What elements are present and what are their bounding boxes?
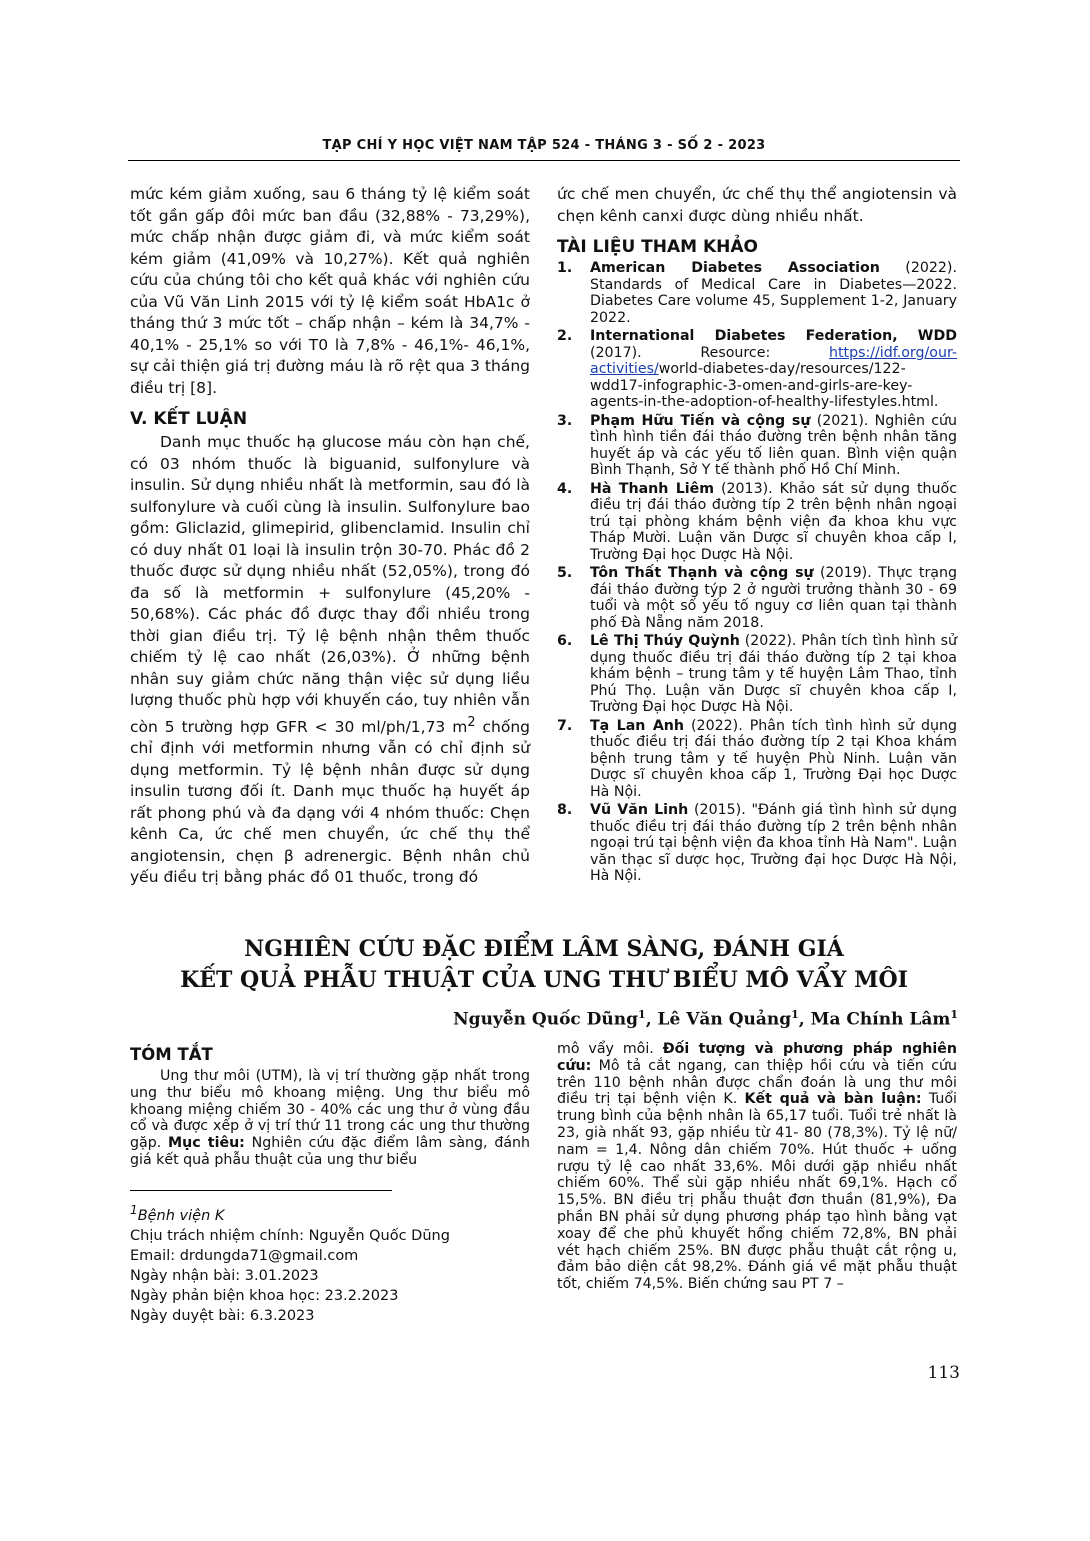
reference-item: 4. Hà Thanh Liêm (2013). Khảo sát sử dụng thuốc điều trị đái tháo đường típ 2 trên bệnh nhân ngoại trú tại phòng khám bệnh viện đa khoa khu vực Tháp Mười. Luận văn Dược sĩ chuyên khoa cấp I, Trường Đại học Dược Hà Nội. xyxy=(557,480,958,563)
article-title-line: NGHIÊN CỨU ĐẶC ĐIỂM LÂM SÀNG, ĐÁNH GIÁ xyxy=(244,936,844,962)
corresponding-author: Chịu trách nhiệm chính: Nguyễn Quốc Dũng xyxy=(130,1227,450,1244)
conclusion-paragraph: Danh mục thuốc hạ glucose máu còn hạn chế, có 03 nhóm thuốc là biguanid, sulfonylure và insulin. Sử dụng nhiều nhất là metformin, sau đó là sulfonylure và cuối cùng là insulin. Sulfonylure bao gồm: Gliclazid, glimepirid, glibenclamid. Insulin chỉ có duy nhất 01 loại là insulin trộn 30-70. Phác đồ 2 thuốc được sử dụng nhiều nhất (52,05%), trong đó đa số là metformin + sulfonylure (45,20% - 50,68%). Các phác đồ được thay đổi nhiều trong thời gian điều trị. Tỷ lệ bệnh nhận thêm thuốc chiếm tỷ lệ cao nhất (26,03%). Ở những bệnh nhân suy giảm chức năng thận việc sử dụng liều lượng thuốc phù hợp với khuyến cáo, tuy nhiên vẫn còn 5 trường hợp GFR < 30 ml/ph/1,73 $m^2$ chống chỉ định với metformin nhưng vẫn có chỉ định sử dụng metformin. Tỷ lệ bệnh nhân được sử dụng insulin tương đối ít. Danh mục thuốc hạ huyết áp rất phong phú và đa dạng với 4 nhóm thuốc: Chẹn kênh Ca, ức chế men chuyển, ức chế thụ thể angiotensin, chẹn β adrenergic. Bệnh nhân chủ yếu điều trị bằng phác đồ 01 thuốc, trong đó xyxy=(130,433,530,887)
footnote-rule xyxy=(130,1190,392,1191)
conclusion-continuation: ức chế men chuyển, ức chế thụ thể angiotensin và chẹn kênh canxi được dùng nhiều nhất. xyxy=(557,185,957,225)
article-title xyxy=(128,934,960,996)
reference-item: 1. American Diabetes Association (2022). Standards of Medical Care in Diabetes—2022. Diabetes Care volume 45, Supplement 1-2, January 2022. xyxy=(557,260,957,326)
results-paragraph: mức kém giảm xuống, sau 6 tháng tỷ lệ kiểm soát tốt gần gấp đôi mức ban đầu (32,88% - 73,29%), mức chấp nhận được giảm đi, và mức kiểm soát kém giảm (41,09% và 10,27%). Kết quả nghiên cứu của chúng tôi cho kết quả khác với nghiên cứu của Vũ Văn Linh 2015 với tỷ lệ kiểm soát HbA1c ở tháng thứ 3 mức tốt – chấp nhận – kém là 34,7% - 40,1% - 25,1% so với T0 là 7,8% - 46,1%- 46,1%, sự cải thiện giá trị đường máu là rõ rệt qua 3 tháng điều trị [8]. xyxy=(130,185,530,397)
received-date: Ngày nhận bài: 3.01.2023 xyxy=(130,1267,319,1284)
affiliation-note: $^1$Bệnh viện K xyxy=(130,1203,225,1224)
page-number: 113 xyxy=(927,1363,960,1383)
header-rule xyxy=(128,160,960,161)
reference-item: 3. Phạm Hữu Tiến và cộng sự (2021). Nghiên cứu tình hình tiền đái tháo đường trên bệnh nhân tăng huyết áp và các yếu tố liên quan. Bình viện quận Bình Thạnh, Sở Y tế thành phố Hồ Chí Minh. xyxy=(557,412,957,478)
article-title-line: KẾT QUẢ PHẪU THUẬT CỦA UNG THƯ BIỂU MÔ VẨY MÔI xyxy=(180,967,908,993)
reviewed-date: Ngày phản biện khoa học: 23.2.2023 xyxy=(130,1287,399,1304)
reference-link[interactable]: https://idf.org/our-activities/ xyxy=(590,344,957,377)
summary-text-continued: mô vẩy môi. Đối tượng và phương pháp nghiên cứu: Mô tả cắt ngang, can thiệp hồi cứu và tiến cứu trên 110 bệnh nhân được chẩn đoán là ung thư môi điều trị tại bệnh viện K. Kết quả và bàn luận: Tuổi trung bình của bệnh nhân là 65,17 tuổi. Tuổi trẻ nhất là 23, già nhất 93, gặp nhiều từ 41- 80 (78,3%). Tỷ lệ nữ/ nam = 1,4. Nông dân chiếm 70%. Hút thuốc + uống rượu tỷ lệ cao nhất 33,6%. Môi dưới gặp nhiều nhất chiếm 60%. Thể sùi gặp nhiều nhất 69,1%. Hạch cổ 15,5%. BN điều trị phẫu thuật đơn thuần (81,9%), Đa phần BN phải sử dụng phương pháp tạo hình bằng vạt xoay để che phủ khuyết hổng chiếm 72,8%, BN phải vét hạch chiếm 25%. BN được phẫu thuật cắt rộng u, đảm bảo diện cắt 98,2%. Đánh giá về mặt phẫu thuật tốt, chiếm 74,5%. Biến chứng sau PT 7 – xyxy=(557,1041,957,1293)
email-note: Email: drdungda71@gmail.com xyxy=(130,1247,359,1264)
summary-left xyxy=(130,1045,530,1169)
summary-right xyxy=(557,1041,957,1293)
summary-text: Ung thư môi (UTM), là vị trí thường gặp nhất trong ung thư biểu mô khoang miệng. Ung thư biểu mô khoang miệng chiếm 30 - 40% các ung thư ở vùng đầu cổ và được xếp ở vị trí thứ 11 trong các ung thư thường gặp. Mục tiêu: Nghiên cứu đặc điểm lâm sàng, đánh giá kết quả phẫu thuật của ung thư biểu xyxy=(130,1068,531,1168)
reference-item: 7. Tạ Lan Anh (2022). Phân tích tình hình sử dụng thuốc điều trị đái tháo đường típ 2 tại Khoa khám bệnh trung tâm y tế huyện Phù Ninh. Luận văn Dược sĩ chuyên khoa cấp 1, Trường Đại học Dược Hà Nội. xyxy=(557,717,957,800)
summary-heading: TÓM TẮT xyxy=(130,1045,213,1064)
journal-header: TẠP CHÍ Y HỌC VIỆT NAM TẬP 524 - THÁNG 3 - SỐ 2 - 2023 xyxy=(322,138,766,153)
reference-list xyxy=(557,260,957,885)
accepted-date: Ngày duyệt bài: 6.3.2023 xyxy=(130,1307,315,1324)
left-column xyxy=(130,184,530,889)
reference-item: 5. Tôn Thất Thạnh và cộng sự (2019). Thực trạng đái tháo đường týp 2 ở người trưởng thành 30 - 69 tuổi và một số yếu tố nguy cơ liên quan tại thành phố Đà Nẵng năm 2018. xyxy=(557,565,957,631)
article-authors: Nguyễn Quốc Dũng$^1$, Lê Văn Quảng$^1$, Ma Chính Lâm$^1$ xyxy=(453,1008,958,1030)
right-column xyxy=(557,184,957,887)
reference-item: 2. International Diabetes Federation, WDD (2017). Resource: https://idf.org/our-activities/world-diabetes-day/resources/122-wdd17-infographic-3-omen-and-girls-are-key-agents-in-the-adoption-of-healthy-lifestyles.html. xyxy=(557,328,957,410)
conclusion-heading: V. KẾT LUẬN xyxy=(130,409,248,429)
reference-item: 6. Lê Thị Thúy Quỳnh (2022). Phân tích tình hình sử dụng thuốc điều trị đái tháo đường típ 2 tại khoa khám bệnh – trung tâm y tế huyện Lâm Thao, tỉnh Phú Thọ. Luận văn Dược sĩ chuyên khoa cấp I, Trường Đại học Dược Hà Nội. xyxy=(557,633,957,715)
reference-item: 8. Vũ Văn Linh (2015). "Đánh giá tình hình sử dụng thuốc điều trị đái tháo đường típ 2 trên bệnh nhân ngoại trú tại bệnh viện đa khoa tỉnh Hà Nam". Luận văn thạc sĩ dược học, Trường đại học Dược Hà Nội, Hà Nội. xyxy=(557,802,957,884)
footnotes xyxy=(130,1200,530,1326)
references-heading: TÀI LIỆU THAM KHẢO xyxy=(557,237,758,257)
